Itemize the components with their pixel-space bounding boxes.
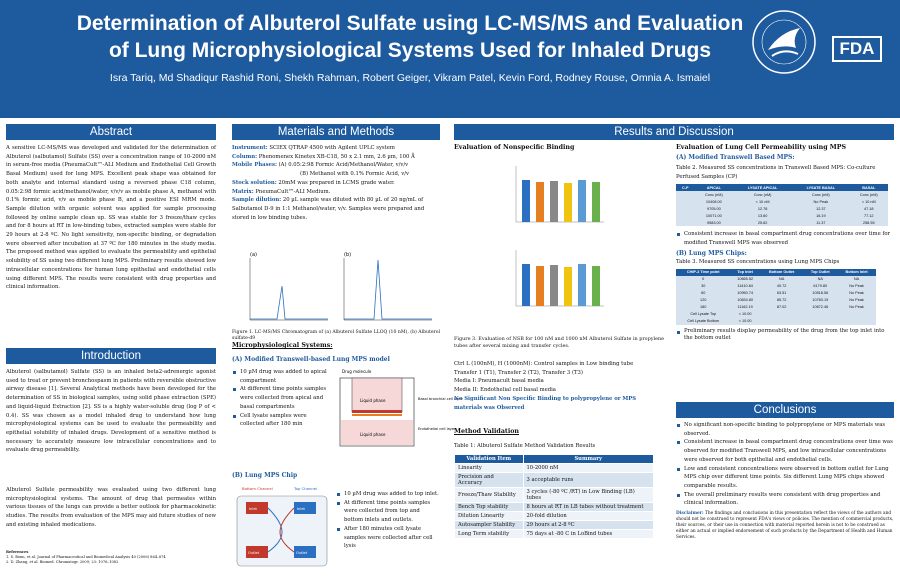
- nsb-chart-1000nm: [516, 250, 604, 306]
- mps-heading: Microphysiological Systems:: [232, 342, 333, 349]
- nsb-chart-100nm: [516, 166, 604, 222]
- table-cell: NA: [760, 276, 804, 283]
- abstract-text: A sensitive LC-MS/MS was developed and validated for the determination of Albuterol (salbutamol) Sulfate (SS) over a concentration range of 10-2000 nM in serum-free media (PneumaCult™-ALI Medium and Endothelial Cell Growth Basal Medium) used for lung MPS. Excellent peak shape was obtained for both analyte and internal standard using a reversed phase C18 column, 0.05:2:98 formic acid/methanol/water, v/v/v as mobile phase A, methanol with 0.1% formic acid, v/v as mobile phase B, and a positive ESI MRM mode. Sample dilution with organic solvent was applied for sample processing followed by online sample clean up. SS was stable for 3 freeze/thaw cycles and for 8 hours at RT in low-binding tubes, extracted samples were stable for 29 hours at 2-8 ºC. No light sensitivity, non-specific binding, or degradation were observed after incubation at 37 ºC for 180 minutes in the study media. The proposed method was applied to evaluate the permeability and epithelial solubility of SS using two different lung MPS. Preliminary results showed low intracellular concentrations for human lung epithelial and endothelial cells using different MPS. The results were consistent with drug properties and clinical information.: [6, 145, 216, 291]
- table-2-caption: Table 2. Measured SS concentrations in Transwell Based MPS: Co-culture Perfused Samples (CP): [676, 165, 876, 180]
- legend-line: Transfer 1 (T1), Transfer 2 (T2), Transfer 3 (T3): [454, 369, 583, 376]
- introduction-text-2: Albuterol Sulfate permeability was evaluated using two different lung microphysiological systems. The amount of drug that permeates within various tissues of the lungs can provide a better outlook for pharmacokinetic studies. The results from evaluation of the MPS may aid future studies of new and existing inhaled medications.: [6, 487, 216, 528]
- table-cell: 11162.19: [730, 304, 759, 311]
- table-header: Validation Item: [455, 455, 524, 464]
- chip-table: [676, 269, 876, 325]
- nsb-legend: [454, 360, 666, 412]
- table-cell: 10672.46: [803, 304, 837, 311]
- column-methods: [232, 124, 463, 555]
- introduction-heading: Introduction: [6, 348, 216, 364]
- table-header: LYSATE APICAL: [733, 184, 792, 191]
- table-cell: 87.02: [760, 304, 804, 311]
- table-header: Bottom Outlet: [760, 269, 804, 276]
- methods-text: [232, 144, 440, 222]
- table-cell: 60: [676, 290, 730, 297]
- table-cell: 16.19: [792, 212, 849, 219]
- column-permeability: [676, 144, 894, 342]
- table-cell: Bench Top stability: [455, 503, 524, 512]
- table-cell: 258.55: [850, 219, 888, 226]
- instrument-value: SCIEX QTRAP 4500 with Agilent UPLC system: [269, 145, 395, 151]
- table-row: [676, 318, 876, 325]
- table-row: [676, 304, 876, 311]
- table-cell: 11.37: [792, 219, 849, 226]
- table-cell: No Peak: [837, 283, 876, 290]
- table-cell: 85.72: [760, 297, 804, 304]
- mps-a-title: (A) Modified Transwell-based Lung MPS model: [232, 356, 390, 363]
- table-cell: 75 days at -80 C in LoBind tubes: [523, 530, 654, 539]
- transwell-bullet: Cell lysate samples were collected after 180 min: [232, 412, 328, 429]
- conclusion-item: Low and consistent concentrations were observed in bottom outlet for Lung MPS chip over different time points. Six different Lung MPS chips showed comparable results.: [676, 465, 894, 491]
- table-cell: 10408.00: [695, 198, 733, 205]
- table-cell: 9705.00: [695, 205, 733, 212]
- table-row: [455, 503, 654, 512]
- chrom-b-label: (b): [344, 252, 352, 258]
- table-header: APICAL: [695, 184, 733, 191]
- permeability-sub-b: (B) Lung MPS Chips:: [676, 249, 747, 257]
- table-header: Top Outlet: [803, 269, 837, 276]
- poster-title: [30, 10, 790, 64]
- table-cell: 10071.00: [695, 212, 733, 219]
- table-row: [455, 512, 654, 521]
- stock-label: Stock solution:: [232, 179, 277, 186]
- table-row: [676, 283, 876, 290]
- nsb-conclusion: No Significant Non Specific Binding to polypropylene or MPS materials was Observed: [454, 395, 637, 411]
- table-cell: 9583.00: [695, 219, 733, 226]
- transwell-bullet: 10 µM drug was added to apical compartment: [232, 368, 328, 385]
- validation-table: [454, 454, 654, 539]
- conclusion-item: No significant non-specific binding to polypropylene or MPS materials was observed.: [676, 421, 894, 438]
- transwell-note-text: Consistent increase in basal compartment drug concentrations over time for modified Transwell MPS was observed: [676, 230, 894, 247]
- chip-inlet-2: Inlet: [297, 507, 305, 511]
- table-cell: Conc (nM): [695, 191, 733, 198]
- chip-bullet: After 180 minutes cell lysate samples were collected after cell lysis: [336, 525, 440, 551]
- table-row: [676, 212, 888, 219]
- table-cell: NA: [837, 276, 876, 283]
- chip-inlet-1: Inlet: [249, 507, 257, 511]
- conclusion-item: Consistent increase in basal compartment drug concentrations over time was observed for modified Transwell MPS, and low intracellular concentrations were observed for both epithelial and endothelial cells.: [676, 438, 894, 464]
- matrix-label: Matrix:: [232, 188, 254, 195]
- abstract-heading: Abstract: [6, 124, 216, 140]
- table-cell: 3 acceptable runs: [523, 473, 654, 488]
- authors: Isra Tariq, Md Shadiqur Rashid Roni, Shekh Rahman, Robert Geiger, Vikram Patel, Kevin Ford, Rodney Rouse, Omnia A. Ismaiel: [109, 72, 711, 84]
- table-row: [676, 219, 888, 226]
- chip-note-text: Preliminary results display permeability of the drug from the top inlet into the bottom outlet: [676, 328, 894, 342]
- table-row: [676, 297, 876, 304]
- drug-molecule-label: Drug molecule: [342, 369, 372, 374]
- table-header: Top Inlet: [730, 269, 759, 276]
- table-cell: 10834.80: [730, 297, 759, 304]
- table-cell: 25.62: [733, 219, 792, 226]
- title-line-1: Determination of Albuterol Sulfate using LC-MS/MS and Evaluation: [76, 12, 744, 35]
- stock-value: 20mM was prepared in LCMS grade water.: [278, 179, 395, 186]
- legend-line: Media I: Pneumacult basal media: [454, 378, 544, 385]
- table-cell: 63.51: [760, 290, 804, 297]
- transwell-bullet: At different time points samples were collected from apical and basal compartments: [232, 385, 328, 411]
- chromatograms: [232, 246, 440, 326]
- table-cell: Conc (nM): [733, 191, 792, 198]
- top-channel-label: Top Channel: [294, 486, 318, 491]
- results-heading: Results and Discussion: [454, 124, 894, 140]
- column-conclusions: [676, 402, 894, 541]
- table-cell: < 10.00: [730, 311, 759, 318]
- dilution-value: 20 µL sample was diluted with 80 µL of 20 ng/mL of Salbutamol D-9 in 1:1 Methanol/water, v/v. Samples were prepared and stored in low binding tubes.: [232, 197, 425, 221]
- instrument-label: Instrument:: [232, 145, 268, 151]
- introduction-text-1: Albuterol (salbutamol) Sulfate (SS) is an inhaled beta2-adrenergic agonist used to treat or prevent bronchospasm in patients with reversible obstructive airway disease [1]. Several Analytical methods have been developed for the determination of SS in biological samples, using solid phase extraction (SPE) and liquid-liquid Extraction [2]. SS is a highly water-soluble drug (log P of < 0.4). SS was chosen as a model inhaled drug to understand how lung microphysiological systems can be used to evaluate the permeability and epithelial solubility of inhaled drugs. Development of a sensitive method is necessary to accurately measure low intracellular concentrations and to evaluate drug permeability.: [6, 369, 216, 454]
- column-value: Phenomenex Kinetex XB-C18, 50 x 2.1 mm, 2.6 µm, 100 Å: [258, 153, 415, 160]
- hhs-eagle-logo: [750, 8, 818, 76]
- table-cell: No Peak: [837, 297, 876, 304]
- table-cell: < 10 nM: [733, 198, 792, 205]
- column-label: Column:: [232, 153, 258, 160]
- references: [6, 550, 216, 565]
- table-cell: 3 cycles (-80 ºC /RT) in Low Binding (LB) tubes: [523, 488, 654, 503]
- disclaimer: [676, 511, 894, 541]
- table-cell: 12.37: [792, 205, 849, 212]
- apical-liquid-label: Liquid phase: [360, 398, 386, 403]
- table-cell: 8 hours at RT in LB tubes without treatment: [523, 503, 654, 512]
- table-cell: 13.60: [733, 212, 792, 219]
- table-3-caption: Table 3. Measured SS concentrations using Lung MPS Chips: [676, 258, 840, 265]
- conclusion-item: The overall preliminary results were consistent with drug properties and clinical information.: [676, 491, 894, 508]
- table-row: [455, 530, 654, 539]
- title-line-2: of Lung Microphysiological Systems Used for Inhaled Drugs: [108, 39, 712, 62]
- table-cell: 10950.74: [730, 290, 759, 297]
- transwell-note: [676, 230, 894, 247]
- lung-chip-diagram: [232, 482, 332, 572]
- chip-bullet: At different time points samples were collected from top and bottom inlets and outlets.: [336, 499, 440, 525]
- table-row: [676, 290, 876, 297]
- table-cell: No Peak: [792, 198, 849, 205]
- table-header: LYSATE BASAL: [792, 184, 849, 191]
- table-cell: NA: [803, 276, 837, 283]
- chip-note: [676, 328, 894, 342]
- table-cell: Conc (nM): [792, 191, 849, 198]
- table-row: [676, 311, 876, 318]
- table-cell: Freeze/Thaw Stability: [455, 488, 524, 503]
- table-header: Bottom Inlet: [837, 269, 876, 276]
- table-row: [676, 205, 888, 212]
- figure-3-caption: Figure 3. Evaluation of NSB for 100 nM and 1000 nM Albuterol Sulfate in propylene tubes after several mixing and transfer cycles.: [454, 336, 665, 349]
- table-cell: No Peak: [837, 290, 876, 297]
- table-cell: Linearity: [455, 464, 524, 473]
- table-cell: Precision and Accuracy: [455, 473, 524, 488]
- nsb-heading: Evaluation of Nonspecific Binding: [454, 144, 575, 151]
- table-cell: 29 hours at 2-8 ºC: [523, 521, 654, 530]
- chromatogram-a: [250, 258, 328, 320]
- table-1-caption: Table 1: Albuterol Sulfate Method Validation Results: [454, 443, 596, 449]
- table-header: BASAL: [850, 184, 888, 191]
- table-row: [676, 198, 888, 205]
- chromatogram-b: [344, 258, 432, 320]
- matrix-value: PneumaCult™-ALI Medium.: [255, 188, 331, 195]
- transwell-table: [676, 184, 888, 226]
- table-cell: Conc (nM): [850, 191, 888, 198]
- chip-bullets: [336, 490, 440, 551]
- table-header: Summary: [523, 455, 654, 464]
- table-cell: No Peak: [837, 304, 876, 311]
- dilution-label: Sample dilution:: [232, 197, 282, 204]
- fda-logo: FDA: [832, 36, 882, 62]
- table-cell: 180: [676, 304, 730, 311]
- table-cell: < 10.00: [730, 318, 759, 325]
- permeability-sub-a: (A) Modified Transwell Based MPS:: [676, 154, 795, 161]
- mobile-label: Mobile Phases:: [232, 162, 277, 169]
- bronchial-layer-label: Basal bronchial cell layer: [418, 397, 463, 401]
- legend-line: Media II: Endothelial cell basal media: [454, 387, 556, 394]
- header-banner: [0, 0, 900, 118]
- table-cell: 20-fold dilution: [523, 512, 654, 521]
- mps-b-title: (B) Lung MPS Chip: [232, 472, 298, 479]
- table-cell: Cell Lysate Bottom: [676, 318, 730, 325]
- chip-bullet: 10 µM drug was added to top inlet.: [336, 490, 440, 499]
- permeability-heading: Evaluation of Lung Cell Permeability using MPS: [676, 144, 847, 151]
- disclaimer-text: The findings and conclusions in this presentation reflect the views of the authors and should not be construed to represent FDA's views or policies. The mention of commercial products, their sources, or their use in connection with material reported herein is not to be construed as either an actual or implied endorsement of such products by the Department of Health and Human Services.: [676, 511, 894, 541]
- conclusions-list: [676, 421, 894, 508]
- table-cell: Dilution Linearity: [455, 512, 524, 521]
- table-header: C-P: [676, 184, 695, 191]
- table-cell: 47.18: [850, 205, 888, 212]
- disclaimer-label: Disclaimer:: [676, 511, 704, 517]
- table-cell: 10783.19: [803, 297, 837, 304]
- validation-heading: Method Validation: [454, 428, 519, 435]
- endothelial-layer-label: Endothelial cell layer: [418, 427, 456, 431]
- mobile-b: (B) Methanol with 0.1% Formic Acid, v/v: [300, 171, 410, 178]
- table-cell: Cell Lysate Top: [676, 311, 730, 318]
- table-row: [455, 488, 654, 503]
- table-cell: 11410.64: [730, 283, 759, 290]
- table-cell: Autosampler Stability: [455, 521, 524, 530]
- legend-line: Ctrl L (100nM), H (1000nM): Control samples in Low binding tube: [454, 361, 634, 367]
- table-row: [455, 464, 654, 473]
- bottom-channel-label: Bottom Channel: [242, 486, 273, 491]
- table-row: [455, 521, 654, 530]
- table-row: [455, 473, 654, 488]
- transwell-diagram: [334, 364, 463, 454]
- figure-1-caption: Figure 1. LC-MS/MS Chromatogram of (a) Albuterol Sulfate LLOQ (10 nM), (b) Albuterol sulfate-d9: [232, 330, 440, 341]
- table-cell: 40.72: [760, 283, 804, 290]
- table-row: [676, 276, 876, 283]
- table-cell: 10665.52: [730, 276, 759, 283]
- chip-outlet-1: Outlet: [248, 551, 260, 555]
- column-abstract: [6, 124, 216, 564]
- table-header: CHIP-2 Time point: [676, 269, 730, 276]
- table-cell: < 10 nM: [850, 198, 888, 205]
- table-cell: 10-2000 nM: [523, 464, 654, 473]
- table-cell: 6179.80: [803, 283, 837, 290]
- table-cell: 0: [676, 276, 730, 283]
- table-cell: 12.78: [733, 205, 792, 212]
- reference-1: 1. S. Bonn, et al. Journal of Pharmaceutical and Biomedical Analysis 40 (2006) 864–874: [6, 555, 166, 559]
- nsb-charts: [504, 158, 614, 318]
- table-cell: 120: [676, 297, 730, 304]
- mobile-a: (A) 0.05:2:98 Formic Acid/Methanol/Water, v/v/v: [278, 162, 409, 169]
- chip-outlet-2: Outlet: [296, 551, 308, 555]
- transwell-bullets: [232, 368, 328, 429]
- table-cell: 77.12: [850, 212, 888, 219]
- reference-2: 2. D. Zhang, et al. Biomed. Chromatogr. 2009; 23: 1076–1082: [6, 560, 119, 564]
- table-cell: Long Term stability: [455, 530, 524, 539]
- table-cell: 10518.56: [803, 290, 837, 297]
- conclusions-heading: Conclusions: [676, 402, 894, 418]
- chrom-a-label: (a): [250, 252, 257, 258]
- methods-heading: Materials and Methods: [232, 124, 440, 140]
- basal-liquid-label: Liquid phase: [360, 432, 386, 437]
- table-cell: 30: [676, 283, 730, 290]
- references-title: References: [6, 550, 29, 554]
